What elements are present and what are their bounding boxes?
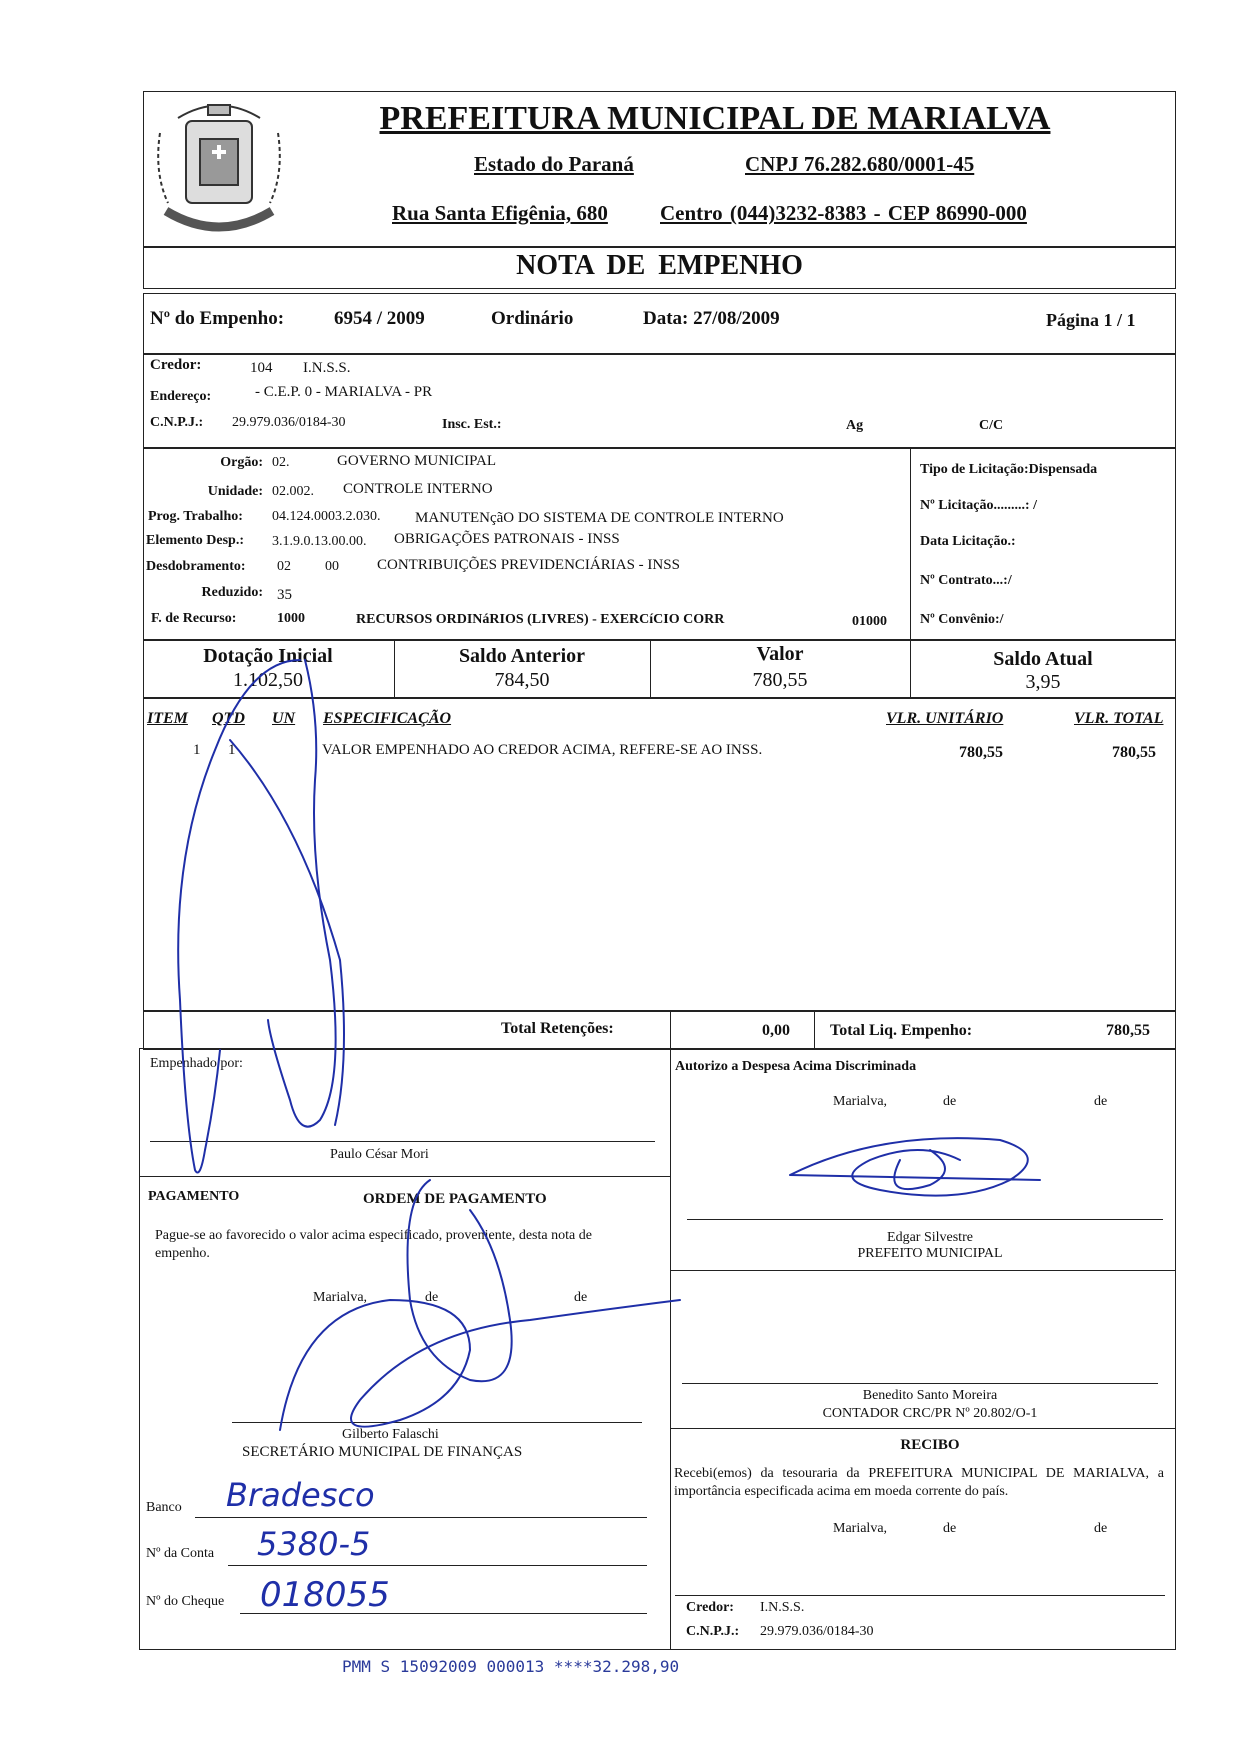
contador-signature-line xyxy=(682,1383,1158,1384)
licitacao-contrato: Nº Contrato...:/ xyxy=(920,573,1012,588)
valor-value: 780,55 xyxy=(752,669,808,691)
dotacao-label: Dotação Inicial xyxy=(203,645,333,667)
endereco-label: Endereço: xyxy=(150,389,212,404)
lower-divider xyxy=(670,1048,671,1650)
recibo-signature-line xyxy=(675,1595,1165,1596)
credor-cnpj-label: C.N.P.J.: xyxy=(150,415,204,430)
recibo-cnpj-label: C.N.P.J.: xyxy=(686,1624,740,1639)
recibo-place: Marialva, xyxy=(833,1521,888,1536)
coat-of-arms-icon xyxy=(148,93,290,241)
pagamento-de2: de xyxy=(574,1290,588,1305)
pagamento-top-line xyxy=(139,1176,670,1177)
unidade-code: 02.002. xyxy=(272,484,314,499)
orgao-label: Orgão: xyxy=(220,455,263,470)
autorizo-place: Marialva, xyxy=(833,1094,888,1109)
recibo-credor-label: Credor: xyxy=(686,1600,734,1615)
atual-value: 3,95 xyxy=(1025,671,1061,693)
cheque-label: Nº do Cheque xyxy=(146,1594,225,1609)
prog-code: 04.124.0003.2.030. xyxy=(272,509,381,524)
contador-top-line xyxy=(670,1270,1176,1271)
cc-label: C/C xyxy=(979,418,1004,433)
desd-code2: 00 xyxy=(325,559,339,574)
reduzido-value: 35 xyxy=(277,587,292,603)
desd-desc: CONTRIBUIÇÕES PREVIDENCIÁRIAS - INSS xyxy=(377,557,680,573)
autorizo-label: Autorizo a Despesa Acima Discriminada xyxy=(675,1059,917,1074)
col-unit: VLR. UNITÁRIO xyxy=(886,710,1004,727)
unidade-desc: CONTROLE INTERNO xyxy=(343,481,493,497)
doc-title: NOTA DE EMPENHO xyxy=(516,250,803,281)
conta-line xyxy=(228,1565,647,1566)
recurso-code2: 01000 xyxy=(852,614,887,629)
empenhado-signature-line xyxy=(150,1141,655,1142)
recibo-de2: de xyxy=(1094,1521,1108,1536)
elem-code: 3.1.9.0.13.00.00. xyxy=(272,534,367,549)
valor-label: Valor xyxy=(756,643,804,665)
credor-box xyxy=(143,353,1176,449)
prefeito-name: Edgar Silvestre xyxy=(887,1230,973,1245)
licitacao-numero: Nº Licitação.........: / xyxy=(920,498,1037,513)
recibo-title: RECIBO xyxy=(900,1437,960,1453)
prefeito-role: PREFEITO MUNICIPAL xyxy=(857,1246,1003,1261)
atual-label: Saldo Atual xyxy=(993,648,1093,670)
totals-divider-1 xyxy=(670,1010,671,1050)
autorizo-de2: de xyxy=(1094,1094,1108,1109)
empenho-label: Nº do Empenho: xyxy=(150,308,285,329)
banco-line xyxy=(195,1517,647,1518)
pagamento-de1: de xyxy=(425,1290,439,1305)
elem-desc: OBRIGAÇÕES PATRONAIS - INSS xyxy=(394,531,620,547)
credor-cnpj: 29.979.036/0184-30 xyxy=(232,415,346,430)
prog-label: Prog. Trabalho: xyxy=(148,509,243,524)
licitacao-data: Data Licitação.: xyxy=(920,534,1016,549)
elem-label: Elemento Desp.: xyxy=(146,533,244,548)
recibo-top-line xyxy=(670,1428,1176,1429)
row-total: 780,55 xyxy=(1112,744,1156,761)
recibo-de1: de xyxy=(943,1521,957,1536)
banco-value: Bradesco xyxy=(226,1476,375,1514)
licitacao-convenio: Nº Convênio:/ xyxy=(920,612,1004,627)
conta-label: Nº da Conta xyxy=(146,1546,215,1561)
conta-value: 5380-5 xyxy=(257,1525,371,1563)
col-qtd: QTD xyxy=(212,710,245,727)
recibo-text: Recebi(emos) da tesouraria da PREFEITURA MUNICIPAL DE MARIALVA, a importância especificada acima em moeda corrente do país. xyxy=(674,1466,1164,1499)
desd-code1: 02 xyxy=(277,559,291,574)
anterior-value: 784,50 xyxy=(494,669,550,691)
page-number: Página 1 / 1 xyxy=(1046,310,1136,330)
dotacao-value: 1.102,50 xyxy=(233,669,303,691)
header-cnpj: CNPJ 76.282.680/0001-45 xyxy=(745,152,975,176)
autorizo-de1: de xyxy=(943,1094,957,1109)
recibo-credor: I.N.S.S. xyxy=(760,1600,805,1615)
empenho-tipo: Ordinário xyxy=(491,308,574,329)
row-espec: VALOR EMPENHADO AO CREDOR ACIMA, REFERE-SE AO INSS. xyxy=(322,742,763,758)
ag-label: Ag xyxy=(846,418,864,433)
secretario-role: SECRETÁRIO MUNICIPAL DE FINANÇAS xyxy=(242,1444,523,1460)
recibo-cnpj: 29.979.036/0184-30 xyxy=(760,1624,874,1639)
empenhado-label: Empenhado por: xyxy=(150,1056,243,1071)
secretario-name: Gilberto Falaschi xyxy=(342,1427,439,1442)
pagamento-place: Marialva, xyxy=(313,1290,368,1305)
banco-label: Banco xyxy=(146,1500,182,1515)
licitacao-tipo: Tipo de Licitação:Dispensada xyxy=(920,462,1098,477)
header-state: Estado do Paraná xyxy=(474,152,634,176)
insc-label: Insc. Est.: xyxy=(442,417,502,432)
col-un: UN xyxy=(272,710,296,727)
cheque-value: 018055 xyxy=(260,1575,390,1615)
recurso-desc: RECURSOS ORDINáRIOS (LIVRES) - EXERCíCIO CORR xyxy=(356,612,725,627)
empenho-number: 6954 / 2009 xyxy=(334,308,425,329)
contador-name: Benedito Santo Moreira xyxy=(862,1388,998,1403)
header-contact: Centro (044)3232-8383 - CEP 86990-000 xyxy=(660,201,1027,225)
anterior-label: Saldo Anterior xyxy=(458,645,586,667)
unidade-label: Unidade: xyxy=(207,484,263,499)
recurso-label: F. de Recurso: xyxy=(151,611,237,626)
orgao-desc: GOVERNO MUNICIPAL xyxy=(337,453,497,469)
page-title: PREFEITURA MUNICIPAL DE MARIALVA xyxy=(379,100,1051,137)
row-unit: 780,55 xyxy=(959,744,1003,761)
row-item: 1 xyxy=(193,742,201,758)
totals-row xyxy=(143,1010,1176,1050)
col-item: ITEM xyxy=(147,710,188,727)
header-street: Rua Santa Efigênia, 680 xyxy=(392,201,608,225)
pagamento-text: Pague-se ao favorecido o valor acima especificado, proveniente, desta nota de empenho. xyxy=(155,1228,592,1261)
endereco: - C.E.P. 0 - MARIALVA - PR xyxy=(255,384,433,400)
row-qtd: 1 xyxy=(228,742,236,758)
totals-divider-2 xyxy=(814,1010,815,1050)
credor-code: 104 xyxy=(250,360,273,376)
liquido-value: 780,55 xyxy=(1106,1022,1150,1039)
pagamento-label: PAGAMENTO xyxy=(148,1189,240,1204)
prefeito-signature-line xyxy=(687,1219,1163,1220)
credor-label: Credor: xyxy=(150,357,202,373)
empenho-data: Data: 27/08/2009 xyxy=(643,308,780,329)
contador-role: CONTADOR CRC/PR Nº 20.802/O-1 xyxy=(822,1406,1038,1421)
classificacao-divider xyxy=(910,447,911,641)
empenhado-name: Paulo César Mori xyxy=(330,1147,429,1162)
desd-label: Desdobramento: xyxy=(146,559,246,574)
bank-stamp: PMM S 15092009 000013 ****32.298,90 xyxy=(342,1657,680,1676)
orgao-code: 02. xyxy=(272,455,290,470)
prog-desc: MANUTENçãO DO SISTEMA DE CONTROLE INTERNO xyxy=(415,510,784,526)
retencoes-value: 0,00 xyxy=(762,1022,790,1039)
liquido-label: Total Liq. Empenho: xyxy=(830,1022,973,1039)
reduzido-label: Reduzido: xyxy=(201,585,263,600)
retencoes-label: Total Retenções: xyxy=(501,1020,614,1037)
pagamento-signature-line xyxy=(232,1422,642,1423)
col-total: VLR. TOTAL xyxy=(1074,710,1164,727)
credor-name: I.N.S.S. xyxy=(303,360,351,376)
col-espec: ESPECIFICAÇÃO xyxy=(323,710,452,727)
ordem-label: ORDEM DE PAGAMENTO xyxy=(363,1191,547,1207)
recurso-code: 1000 xyxy=(277,611,305,626)
